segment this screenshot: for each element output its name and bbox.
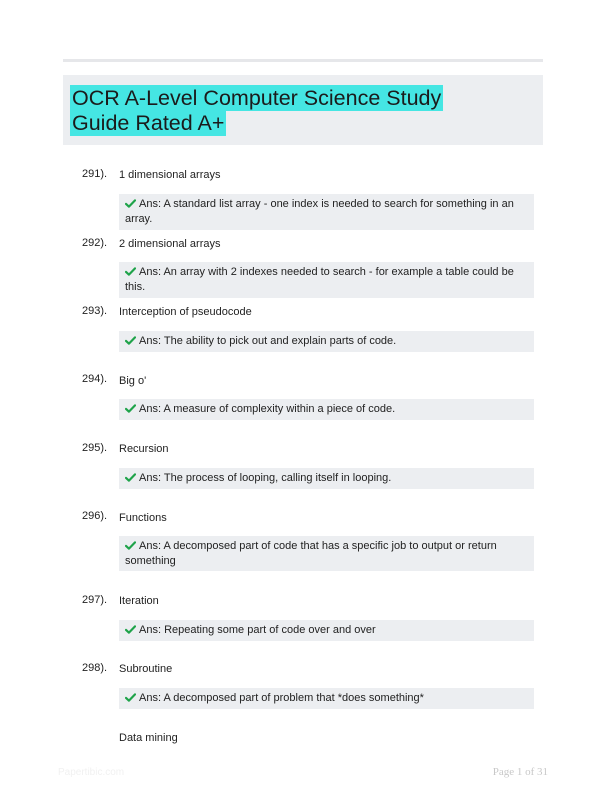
answer-text: Ans: A decomposed part of problem that *does something* [139, 692, 424, 704]
answer-text: Ans: A decomposed part of code that has a specific job to output or return something [125, 540, 497, 567]
check-icon [125, 541, 136, 550]
check-icon [125, 199, 136, 208]
question-number: 293). [82, 305, 108, 317]
answer-text: Ans: The ability to pick out and explain parts of code. [139, 335, 397, 347]
question-text: Big o' [119, 375, 147, 387]
answer-text: Ans: Repeating some part of code over and over [139, 624, 376, 636]
question-number: 294). [82, 373, 108, 385]
footer-site: Papertibic.com [58, 767, 125, 778]
question-number: 292). [82, 237, 108, 249]
page-number: Page 1 of 31 [492, 766, 548, 778]
check-icon [125, 473, 136, 482]
header-divider [63, 59, 543, 62]
answer-text: Ans: The process of looping, calling itself in looping. [139, 472, 392, 484]
answer-box [119, 620, 534, 641]
answer-box [119, 331, 534, 352]
question-number: 291). [82, 168, 108, 180]
answer-text: Ans: A measure of complexity within a piece of code. [139, 403, 396, 415]
question-number: 295). [82, 442, 108, 454]
answer-box [119, 468, 534, 489]
question-text: Subroutine [119, 663, 173, 675]
answer-box [119, 688, 534, 709]
answer-box [119, 399, 534, 420]
question-text: Functions [119, 512, 167, 524]
question-number: 297). [82, 594, 108, 606]
question-text: Recursion [119, 443, 169, 455]
answer-text: Ans: An array with 2 indexes needed to search - for example a table could be this. [125, 266, 514, 293]
check-icon [125, 693, 136, 702]
check-icon [125, 267, 136, 276]
check-icon [125, 404, 136, 413]
answer-box [119, 194, 534, 230]
answer-box [119, 262, 534, 298]
check-icon [125, 625, 136, 634]
question-number: 296). [82, 510, 108, 522]
question-text: 2 dimensional arrays [119, 238, 221, 250]
answer-box [119, 536, 534, 571]
document-title: OCR A-Level Computer Science Study Guide Rated A+ [72, 86, 442, 135]
question-text: 1 dimensional arrays [119, 169, 221, 181]
question-text: Interception of pseudocode [119, 306, 252, 318]
question-text: Data mining [119, 732, 178, 744]
answer-text: Ans: A standard list array - one index is needed to search for something in an array. [125, 198, 514, 225]
check-icon [125, 336, 136, 345]
question-number: 298). [82, 662, 108, 674]
question-text: Iteration [119, 595, 159, 607]
